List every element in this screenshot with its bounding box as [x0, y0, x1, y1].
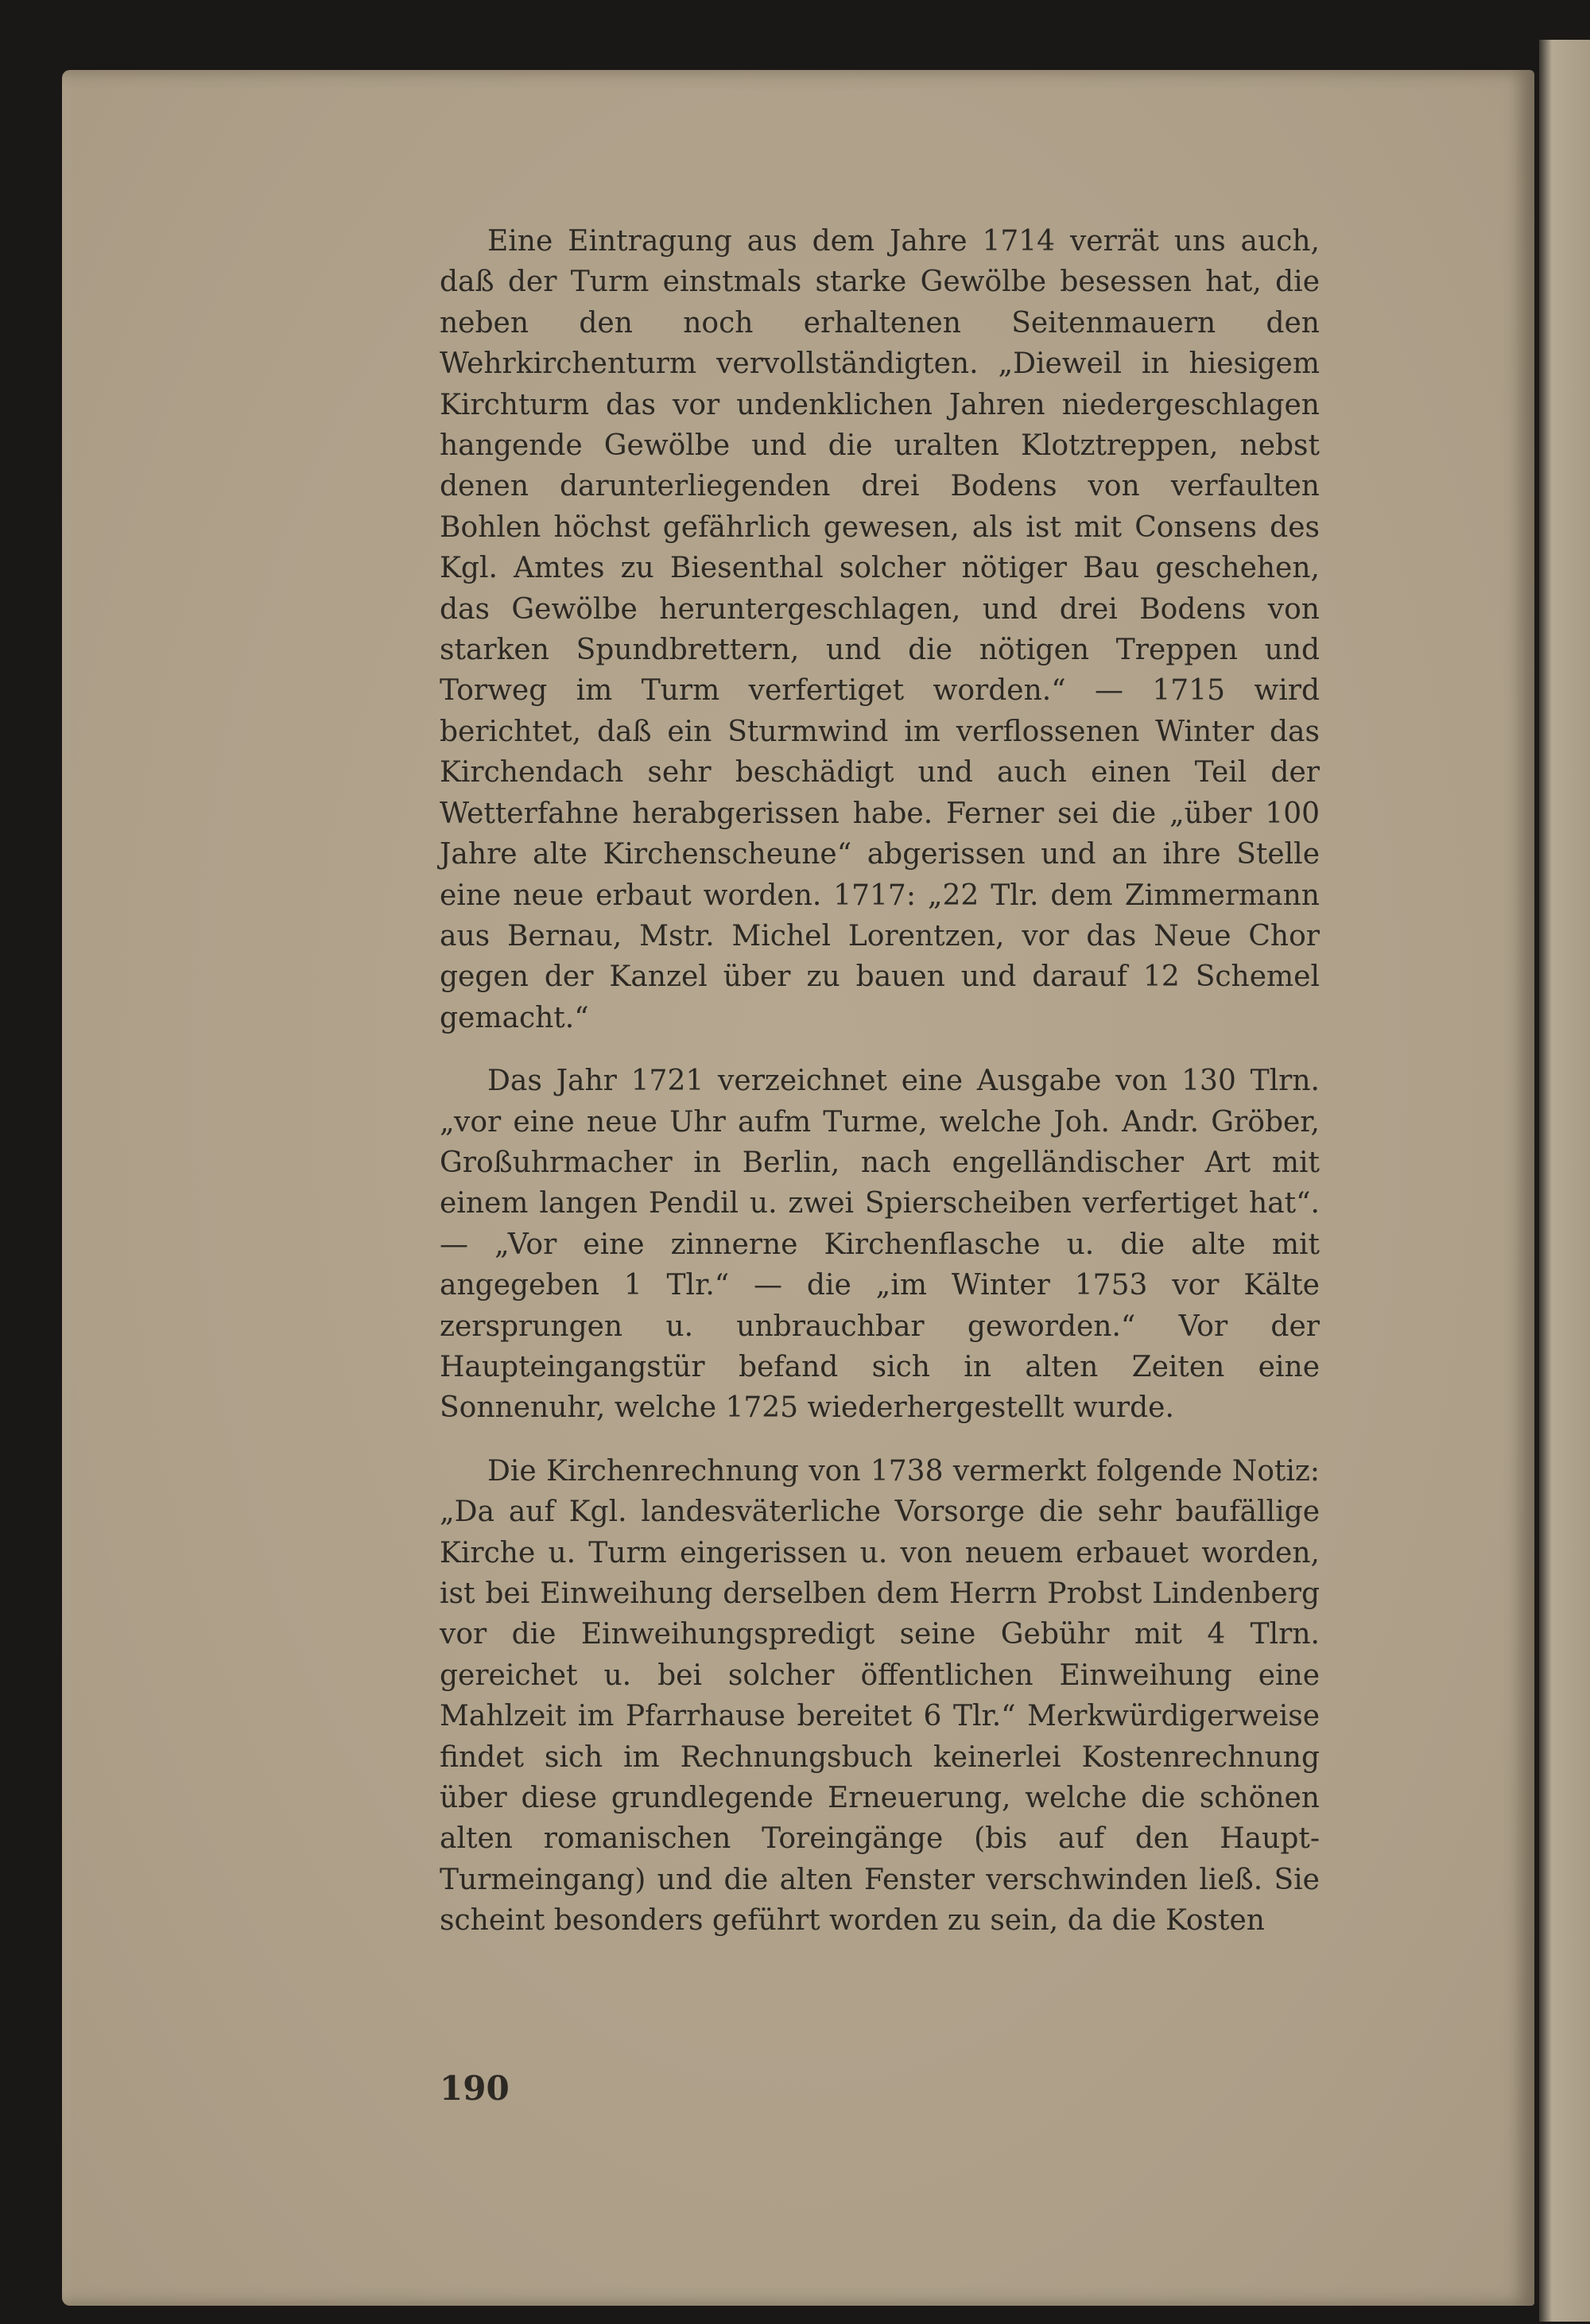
paragraph-2: Das Jahr 1721 verzeichnet eine Ausgabe von 130 Tlrn. „vor eine neue Uhr aufm Turme, welche Joh. Andr. Gröber, Großuhrmacher in Berlin, nach engelländischer Art mit einem langen Pendil u. zwei Spierscheiben verfertiget hat“. — „Vor eine zinnerne Kirchenflasche u. die alte mit angegeben 1 Tlr.“ — die „im Winter 1753 vor Kälte zersprungen u. unbrauchbar geworden.“ Vor der Haupteingangstür befand sich in alten Zeiten eine Sonnenuhr, welche 1725 wiederhergestellt wurde. [440, 1065, 1320, 1425]
paragraph-1: Eine Eintragung aus dem Jahre 1714 verrät uns auch, daß der Turm einstmals starke Gewölbe besessen hat, die neben den noch erhaltenen Seitenmauern den Wehrkirchenturm vervollständigten. „Dieweil in hiesigem Kirchturm das vor undenklichen Jahren niedergeschlagen hangende Gewölbe und die uralten Klotztreppen, nebst denen darunterliegenden drei Bodens von verfaulten Bohlen höchst gefährlich gewesen, als ist mit Consens des Kgl. Amtes zu Biesenthal solcher nötiger Bau geschehen, das Gewölbe heruntergeschlagen, und drei Bodens von starken Spundbrettern, und die nötigen Treppen und Torweg im Turm verfertiget worden.“ — 1715 wird berichtet, daß ein Sturmwind im verflossenen Winter das Kirchendach sehr beschädigt und auch einen Teil der Wetterfahne herabgerissen habe. Ferner sei die „über 100 Jahre alte Kirchenscheune“ abgerissen und an ihre Stelle eine neue erbaut worden. 1717: „22 Tlr. dem Zimmermann aus Bernau, Mstr. Michel Lorentzen, vor das Neue Chor gegen der Kanzel über zu bauen und darauf 12 Schemel gemacht.“ [440, 225, 1320, 1034]
adjacent-page-edge [1539, 40, 1590, 2322]
page-number: 190 [440, 2069, 510, 2108]
body-text [440, 221, 1320, 1942]
paragraph-3: Die Kirchenrechnung von 1738 vermerkt folgende Notiz: „Da auf Kgl. landesväterliche Vorsorge die sehr baufällige Kirche u. Turm eingerissen u. von neuem erbauet worden, ist bei Einweihung derselben dem Herrn Probst Lindenberg vor die Einweihungspredigt seine Gebühr mit 4 Tlrn. gereichet u. bei solcher öffentlichen Einweihung eine Mahlzeit im Pfarrhause bereitet 6 Tlr.“ Merkwürdigerweise findet sich im Rechnungsbuch keinerlei Kostenrechnung über diese grundlegende Erneuerung, welche die schönen alten romanischen Toreingänge (bis auf den Haupt-Turmeingang) und die alten Fenster verschwinden ließ. Sie scheint besonders geführt worden zu sein, da die Kosten [440, 1454, 1320, 1938]
